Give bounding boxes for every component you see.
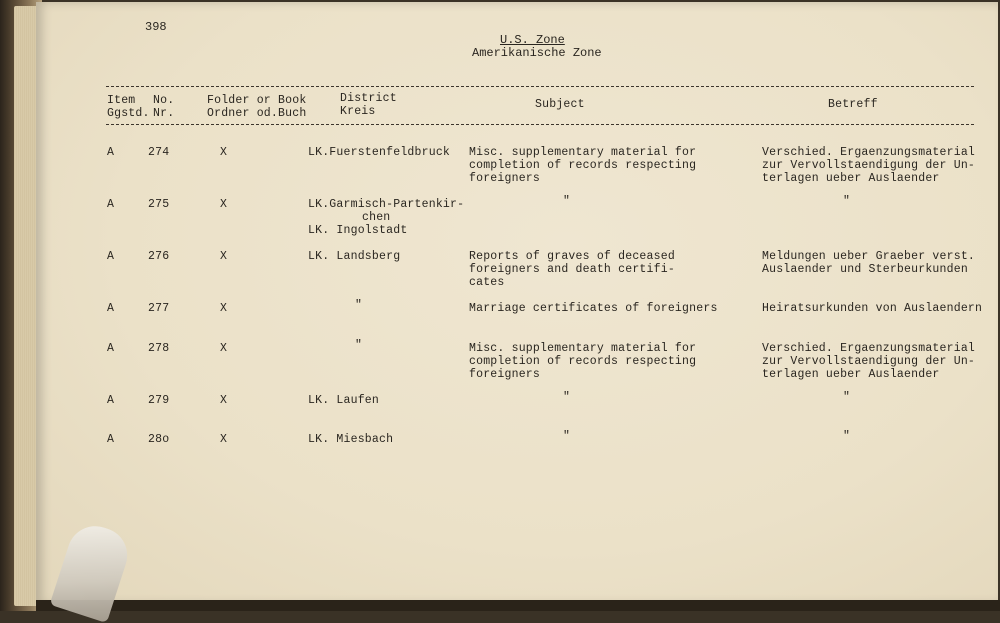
row-subject-line: " <box>563 391 571 404</box>
row-number: 277 <box>148 302 170 315</box>
row-betreff-line: Verschied. Ergaenzungsmaterial <box>762 146 976 159</box>
row-district-line: " <box>355 339 363 352</box>
row-folder: X <box>220 198 228 211</box>
header-district-en: District <box>340 92 397 105</box>
row-item: A <box>107 433 115 446</box>
row-item: A <box>107 250 115 263</box>
row-subject-line: foreigners <box>469 368 541 381</box>
row-folder: X <box>220 146 228 159</box>
row-subject-line: cates <box>469 276 505 289</box>
row-district-line: LK. Laufen <box>308 394 380 407</box>
row-subject-line: completion of records respecting <box>469 159 697 172</box>
header-item-en: Item <box>107 94 136 107</box>
row-subject-line: " <box>563 195 571 208</box>
row-number: 274 <box>148 146 170 159</box>
row-betreff-line: Verschied. Ergaenzungsmaterial <box>762 342 976 355</box>
zone-subtitle: Amerikanische Zone <box>472 46 602 60</box>
row-subject-line: Marriage certificates of foreigners <box>469 302 718 315</box>
page-number: 398 <box>145 20 167 34</box>
row-district-line: chen <box>362 211 391 224</box>
row-subject-line: Misc. supplementary material for <box>469 342 697 355</box>
row-folder: X <box>220 394 228 407</box>
row-betreff-line: zur Vervollstaendigung der Un- <box>762 355 976 368</box>
row-folder: X <box>220 433 228 446</box>
row-item: A <box>107 302 115 315</box>
row-subject-line: Reports of graves of deceased <box>469 250 675 263</box>
row-betreff-line: " <box>843 391 851 404</box>
header-no-en: No. <box>153 94 175 107</box>
row-betreff-line: Auslaender und Sterbeurkunden <box>762 263 968 276</box>
row-number: 276 <box>148 250 170 263</box>
row-betreff-line: terlagen ueber Auslaender <box>762 172 940 185</box>
row-betreff-line: Heiratsurkunden von Auslaendern <box>762 302 983 315</box>
row-district-line: LK. Miesbach <box>308 433 394 446</box>
header-district-de: Kreis <box>340 105 376 118</box>
header-folder-de: Ordner od.Buch <box>207 107 307 120</box>
row-betreff-line: Meldungen ueber Graeber verst. <box>762 250 976 263</box>
row-district-line: " <box>355 299 363 312</box>
row-item: A <box>107 146 115 159</box>
header-bottom-rule <box>106 124 974 125</box>
row-subject-line: completion of records respecting <box>469 355 697 368</box>
row-number: 275 <box>148 198 170 211</box>
row-district-line: LK. Ingolstadt <box>308 224 408 237</box>
row-number: 279 <box>148 394 170 407</box>
header-item-de: Ggstd. <box>107 107 150 120</box>
row-item: A <box>107 394 115 407</box>
zone-title: U.S. Zone <box>500 33 565 47</box>
row-folder: X <box>220 342 228 355</box>
row-district-line: LK.Fuerstenfeldbruck <box>308 146 451 159</box>
row-betreff-line: terlagen ueber Auslaender <box>762 368 940 381</box>
header-subject: Subject <box>535 98 585 111</box>
row-number: 28o <box>148 433 170 446</box>
row-betreff-line: " <box>843 195 851 208</box>
row-subject-line: foreigners <box>469 172 541 185</box>
header-top-rule <box>106 86 974 87</box>
row-district-line: LK.Garmisch-Partenkir- <box>308 198 465 211</box>
row-item: A <box>107 342 115 355</box>
row-folder: X <box>220 250 228 263</box>
row-subject-line: foreigners and death certifi- <box>469 263 675 276</box>
row-subject-line: Misc. supplementary material for <box>469 146 697 159</box>
row-betreff-line: " <box>843 430 851 443</box>
book-bottom-shadow <box>36 600 1000 611</box>
row-folder: X <box>220 302 228 315</box>
row-district-line: LK. Landsberg <box>308 250 401 263</box>
row-number: 278 <box>148 342 170 355</box>
row-item: A <box>107 198 115 211</box>
header-betreff: Betreff <box>828 98 878 111</box>
row-subject-line: " <box>563 430 571 443</box>
header-no-de: Nr. <box>153 107 175 120</box>
header-folder-en: Folder or Book <box>207 94 307 107</box>
row-betreff-line: zur Vervollstaendigung der Un- <box>762 159 976 172</box>
